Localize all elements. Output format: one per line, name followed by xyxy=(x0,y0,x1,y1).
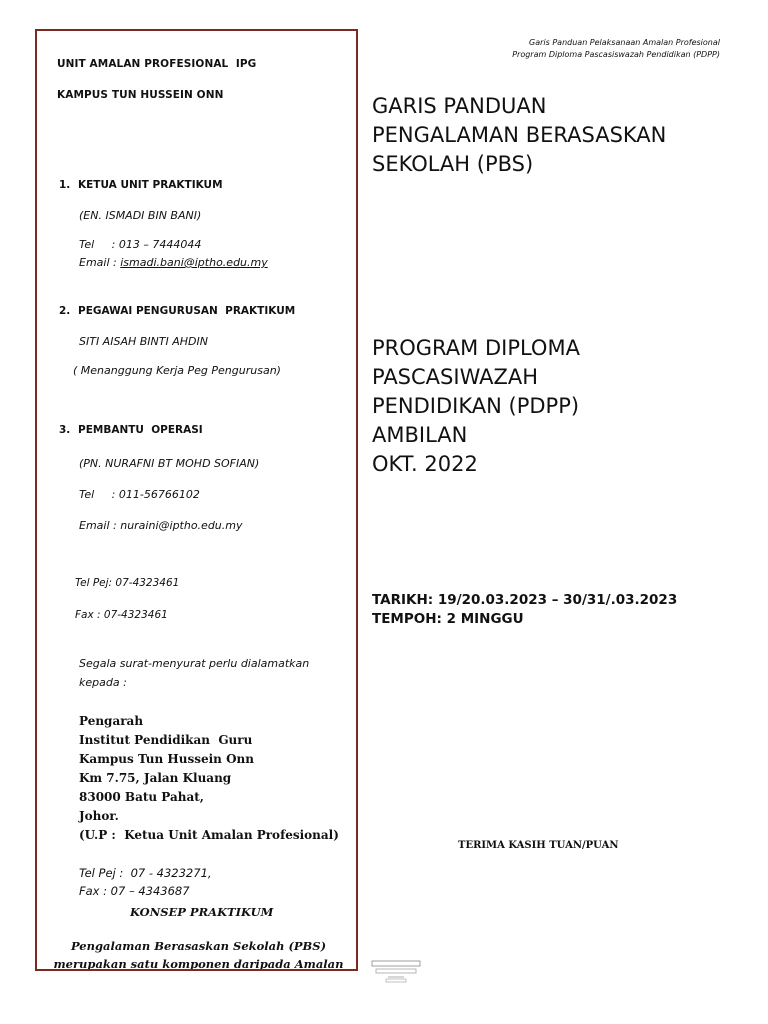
section2-number: 2. xyxy=(59,305,71,317)
address-line: (U.P : Ketua Unit Amalan Profesional) xyxy=(79,828,339,842)
section3-tel: Tel : 011-56766102 xyxy=(79,488,200,501)
section2-title: PEGAWAI PENGURUSAN PRAKTIKUM xyxy=(78,305,296,317)
document-title xyxy=(372,92,666,179)
address-line: 83000 Batu Pahat, xyxy=(79,790,204,804)
section2-role: ( Menanggung Kerja Peg Pengurusan) xyxy=(73,364,281,377)
mailing-address xyxy=(79,712,339,845)
address-line: Pengarah xyxy=(79,714,144,728)
konsep-title: KONSEP PRAKTIKUM xyxy=(130,905,274,919)
section3-number: 3. xyxy=(59,424,71,436)
unit-title-line1: UNIT AMALAN PROFESIONAL IPG xyxy=(57,58,257,70)
office-tel: Tel Pej: 07-4323461 xyxy=(75,577,180,589)
schedule-info xyxy=(372,591,677,629)
program-title xyxy=(372,334,580,479)
thanks-text: TERIMA KASIH TUAN/PUAN xyxy=(458,840,619,851)
title-line: PENGALAMAN BERASASKAN xyxy=(372,123,667,147)
address-line: Institut Pendidikan Guru xyxy=(79,733,253,747)
office-tel-2: Tel Pej : 07 - 4323271, xyxy=(79,866,212,880)
stamp-mark xyxy=(370,958,422,984)
tempoh-text: TEMPOH: 2 MINGGU xyxy=(372,611,524,627)
header-note-line1: Garis Panduan Pelaksanaan Amalan Profesional xyxy=(529,38,720,47)
concept-line2: merupakan satu komponen daripada Amalan xyxy=(53,957,344,971)
tarikh-text: TARIKH: 19/20.03.2023 – 30/31/.03.2023 xyxy=(372,592,678,608)
section2-name: SITI AISAH BINTI AHDIN xyxy=(79,335,208,348)
unit-title-line2: KAMPUS TUN HUSSEIN ONN xyxy=(57,89,224,101)
header-note-line2: Program Diploma Pascasiswazah Pendidikan (PDPP) xyxy=(512,50,720,59)
section1-title: KETUA UNIT PRAKTIKUM xyxy=(78,179,223,191)
section3-name: (PN. NURAFNI BT MOHD SOFIAN) xyxy=(79,457,260,470)
stamp-mark-graphic xyxy=(370,958,422,984)
section1-tel: Tel : 013 – 7444044 xyxy=(79,238,202,251)
program-line: PASCASIWAZAH xyxy=(372,365,539,389)
mail-note-line2: kepada : xyxy=(79,676,127,689)
section1-name: (EN. ISMADI BIN BANI) xyxy=(79,209,202,222)
section1-email-row xyxy=(79,256,268,269)
contact-panel xyxy=(35,29,358,971)
mail-note-line1: Segala surat-menyurat perlu dialamatkan xyxy=(79,657,310,670)
address-line: Km 7.75, Jalan Kluang xyxy=(79,771,232,785)
section3-title: PEMBANTU OPERASI xyxy=(78,424,203,436)
section1-number: 1. xyxy=(59,179,71,191)
section1-email-link[interactable]: ismadi.bani@iptho.edu.my xyxy=(120,256,268,269)
program-line: OKT. 2022 xyxy=(372,452,478,476)
office-fax-2: Fax : 07 – 4343687 xyxy=(79,884,190,898)
header-note xyxy=(320,37,720,61)
program-line: PROGRAM DIPLOMA xyxy=(372,336,580,360)
address-line: Johor. xyxy=(79,809,119,823)
section3-email: Email : nuraini@iptho.edu.my xyxy=(79,519,243,532)
section1-email-prefix: Email : xyxy=(79,256,121,269)
program-line: PENDIDIKAN (PDPP) xyxy=(372,394,580,418)
concept-line1: Pengalaman Berasaskan Sekolah (PBS) xyxy=(70,939,327,953)
office-fax: Fax : 07-4323461 xyxy=(75,609,168,621)
address-line: Kampus Tun Hussein Onn xyxy=(79,752,254,766)
concept-text xyxy=(37,937,358,971)
program-line: AMBILAN xyxy=(372,423,468,447)
title-line: SEKOLAH (PBS) xyxy=(372,152,534,176)
title-line: GARIS PANDUAN xyxy=(372,94,547,118)
